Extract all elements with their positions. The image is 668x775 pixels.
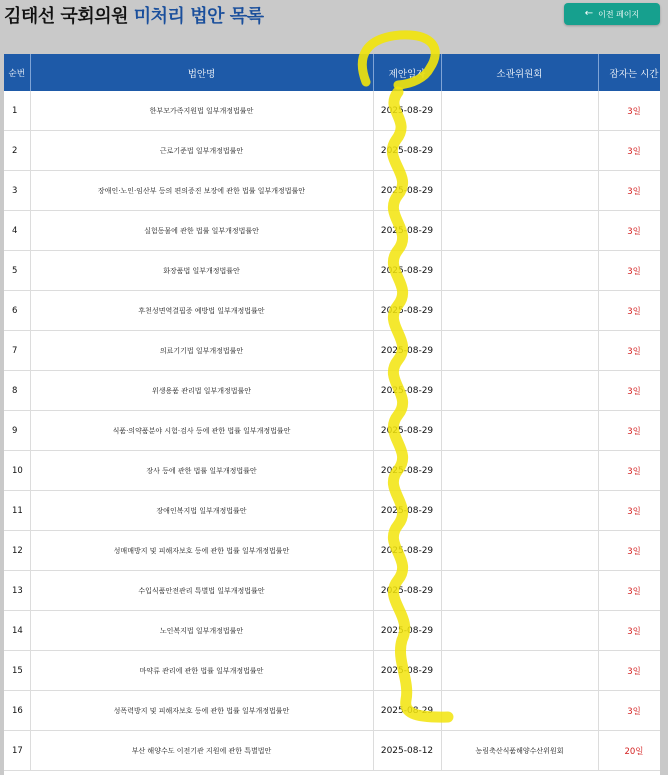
cell-bill-name[interactable]: 화장품법 일부개정법률안 xyxy=(30,251,373,291)
cell-number: 14 xyxy=(4,611,30,651)
table-row[interactable] xyxy=(4,251,660,291)
table-header-row xyxy=(4,54,660,91)
cell-bill-name[interactable]: 성폭력방지 및 피해자보호 등에 관한 법률 일부개정법률안 xyxy=(30,691,373,731)
cell-number: 5 xyxy=(4,251,30,291)
cell-committee xyxy=(441,251,598,291)
cell-proposal-date: 2025-08-12 xyxy=(373,731,441,771)
table-row[interactable] xyxy=(4,491,660,531)
cell-number: 6 xyxy=(4,291,30,331)
back-button-label: 이전 페이지 xyxy=(598,9,640,19)
cell-sleep-time: 3일 xyxy=(598,651,660,691)
table-row[interactable] xyxy=(4,531,660,571)
table-row[interactable] xyxy=(4,571,660,611)
cell-proposal-date: 2025-08-29 xyxy=(373,651,441,691)
back-button[interactable] xyxy=(564,3,660,25)
table-row[interactable] xyxy=(4,291,660,331)
cell-sleep-time: 20일 xyxy=(598,731,660,771)
cell-proposal-date: 2025-08-29 xyxy=(373,371,441,411)
cell-committee xyxy=(441,571,598,611)
cell-committee xyxy=(441,611,598,651)
table-row[interactable] xyxy=(4,411,660,451)
cell-committee xyxy=(441,91,598,131)
cell-sleep-time: 3일 xyxy=(598,451,660,491)
table-row[interactable] xyxy=(4,91,660,131)
cell-sleep-time: 3일 xyxy=(598,331,660,371)
cell-proposal-date: 2025-08-29 xyxy=(373,91,441,131)
column-header-proposal-date[interactable]: 제안일자 xyxy=(373,54,441,91)
cell-number: 3 xyxy=(4,171,30,211)
cell-bill-name[interactable]: 식품·의약품분야 시험·검사 등에 관한 법률 일부개정법률안 xyxy=(30,411,373,451)
cell-committee xyxy=(441,691,598,731)
cell-committee xyxy=(441,331,598,371)
cell-bill-name[interactable]: 마약류 관리에 관한 법률 일부개정법률안 xyxy=(30,651,373,691)
cell-number: 4 xyxy=(4,211,30,251)
cell-bill-name[interactable]: 위생용품 관리법 일부개정법률안 xyxy=(30,371,373,411)
cell-sleep-time: 3일 xyxy=(598,371,660,411)
cell-number: 8 xyxy=(4,371,30,411)
table-row[interactable] xyxy=(4,611,660,651)
cell-number: 17 xyxy=(4,731,30,771)
cell-bill-name[interactable]: 근로기준법 일부개정법률안 xyxy=(30,131,373,171)
cell-bill-name[interactable]: 장사 등에 관한 법률 일부개정법률안 xyxy=(30,451,373,491)
cell-proposal-date: 2025-08-29 xyxy=(373,571,441,611)
cell-bill-name[interactable]: 한부모가족지원법 일부개정법률안 xyxy=(30,91,373,131)
cell-bill-name[interactable]: 노인복지법 일부개정법률안 xyxy=(30,611,373,651)
cell-bill-name[interactable]: 수입식품안전관리 특별법 일부개정법률안 xyxy=(30,571,373,611)
cell-sleep-time: 3일 xyxy=(598,291,660,331)
cell-committee xyxy=(441,291,598,331)
cell-committee xyxy=(441,371,598,411)
cell-number: 13 xyxy=(4,571,30,611)
column-header-committee[interactable]: 소관위원회 xyxy=(441,54,598,91)
table-row[interactable] xyxy=(4,691,660,731)
cell-proposal-date: 2025-08-29 xyxy=(373,531,441,571)
cell-sleep-time: 3일 xyxy=(598,611,660,651)
table-row[interactable] xyxy=(4,731,660,771)
cell-sleep-time: 3일 xyxy=(598,91,660,131)
table-row[interactable] xyxy=(4,331,660,371)
cell-number: 2 xyxy=(4,131,30,171)
cell-committee xyxy=(441,491,598,531)
cell-committee xyxy=(441,211,598,251)
column-header-bill-name[interactable]: 법안명 xyxy=(30,54,373,91)
cell-proposal-date: 2025-08-29 xyxy=(373,691,441,731)
cell-committee xyxy=(441,531,598,571)
cell-committee xyxy=(441,651,598,691)
table-row[interactable] xyxy=(4,211,660,251)
cell-bill-name[interactable]: 부산 해양수도 이전기관 지원에 관한 특별법안 xyxy=(30,731,373,771)
title-name: 김태선 국회의원 xyxy=(4,6,128,27)
arrow-left-icon: ← xyxy=(584,8,594,19)
cell-number: 11 xyxy=(4,491,30,531)
cell-proposal-date: 2025-08-29 xyxy=(373,171,441,211)
cell-bill-name[interactable]: 의료기기법 일부개정법률안 xyxy=(30,331,373,371)
table-row[interactable] xyxy=(4,131,660,171)
cell-committee: 농림축산식품해양수산위원회 xyxy=(441,731,598,771)
cell-number: 15 xyxy=(4,651,30,691)
cell-proposal-date: 2025-08-29 xyxy=(373,491,441,531)
cell-sleep-time: 3일 xyxy=(598,211,660,251)
cell-bill-name[interactable]: 장애인복지법 일부개정법률안 xyxy=(30,491,373,531)
cell-proposal-date: 2025-08-29 xyxy=(373,251,441,291)
cell-committee xyxy=(441,171,598,211)
cell-proposal-date: 2025-08-29 xyxy=(373,611,441,651)
cell-sleep-time: 3일 xyxy=(598,251,660,291)
cell-sleep-time: 3일 xyxy=(598,411,660,451)
table-row[interactable] xyxy=(4,171,660,211)
page-title xyxy=(4,2,264,28)
cell-sleep-time: 3일 xyxy=(598,491,660,531)
cell-proposal-date: 2025-08-29 xyxy=(373,411,441,451)
column-header-sleep-time[interactable]: 잠자는 시간 xyxy=(598,54,660,91)
bill-table-panel xyxy=(4,54,660,775)
cell-bill-name[interactable]: 후천성면역결핍증 예방법 일부개정법률안 xyxy=(30,291,373,331)
table-body xyxy=(4,91,660,771)
cell-number: 12 xyxy=(4,531,30,571)
table-row[interactable] xyxy=(4,371,660,411)
table-row[interactable] xyxy=(4,651,660,691)
cell-number: 1 xyxy=(4,91,30,131)
cell-sleep-time: 3일 xyxy=(598,531,660,571)
cell-number: 9 xyxy=(4,411,30,451)
title-highlight: 미처리 법안 목록 xyxy=(133,6,264,27)
table-row[interactable] xyxy=(4,451,660,491)
cell-sleep-time: 3일 xyxy=(598,571,660,611)
cell-proposal-date: 2025-08-29 xyxy=(373,291,441,331)
cell-proposal-date: 2025-08-29 xyxy=(373,131,441,171)
cell-number: 10 xyxy=(4,451,30,491)
bill-table xyxy=(4,54,660,771)
cell-committee xyxy=(441,451,598,491)
cell-proposal-date: 2025-08-29 xyxy=(373,451,441,491)
cell-number: 7 xyxy=(4,331,30,371)
cell-bill-name[interactable]: 실험동물에 관한 법률 일부개정법률안 xyxy=(30,211,373,251)
cell-bill-name[interactable]: 성매매방지 및 피해자보호 등에 관한 법률 일부개정법률안 xyxy=(30,531,373,571)
cell-bill-name[interactable]: 장애인·노인·임산부 등의 편의증진 보장에 관한 법률 일부개정법률안 xyxy=(30,171,373,211)
cell-number: 16 xyxy=(4,691,30,731)
cell-proposal-date: 2025-08-29 xyxy=(373,211,441,251)
cell-sleep-time: 3일 xyxy=(598,131,660,171)
cell-committee xyxy=(441,131,598,171)
column-header-number[interactable]: 순번 xyxy=(4,54,30,91)
cell-sleep-time: 3일 xyxy=(598,171,660,211)
cell-proposal-date: 2025-08-29 xyxy=(373,331,441,371)
cell-committee xyxy=(441,411,598,451)
cell-sleep-time: 3일 xyxy=(598,691,660,731)
